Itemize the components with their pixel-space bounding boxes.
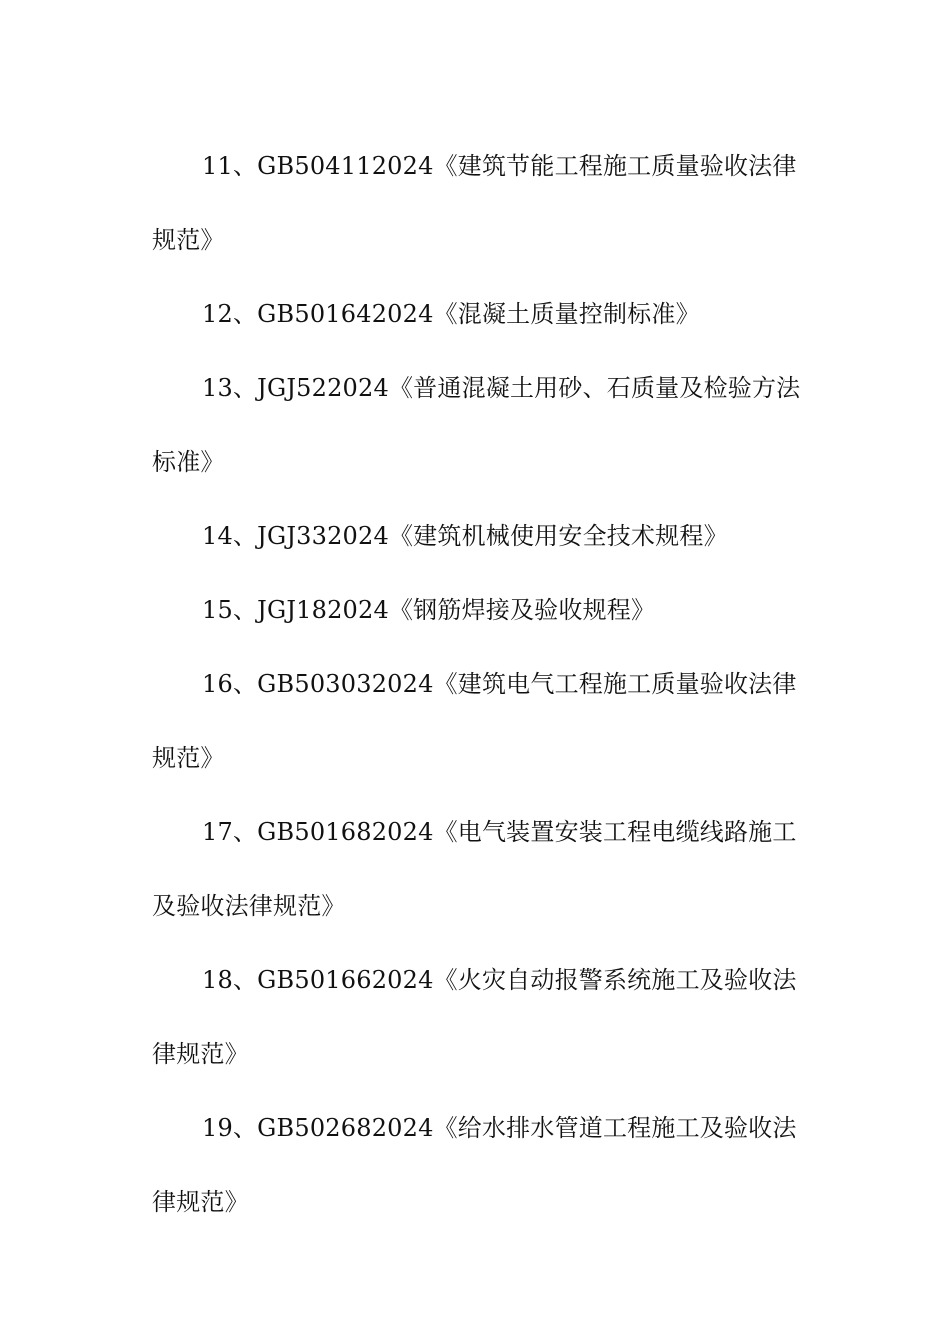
list-item: 13、JGJ522024《普通混凝土用砂、石质量及检验方法标准》 [152, 374, 801, 476]
list-item: 12、GB501642024《混凝土质量控制标准》 [202, 300, 700, 328]
list-item: 18、GB501662024《火灾自动报警系统施工及验收法律规范》 [152, 966, 797, 1068]
list-item: 15、JGJ182024《钢筋焊接及验收规程》 [202, 596, 656, 624]
list-item: 14、JGJ332024《建筑机械使用安全技术规程》 [202, 522, 728, 550]
standards-list [152, 129, 802, 1239]
list-item: 11、GB504112024《建筑节能工程施工质量验收法律规范》 [152, 152, 797, 254]
list-item: 17、GB501682024《电气装置安装工程电缆线路施工及验收法律规范》 [152, 818, 797, 920]
list-item: 16、GB503032024《建筑电气工程施工质量验收法律规范》 [152, 670, 797, 772]
list-item: 19、GB502682024《给水排水管道工程施工及验收法律规范》 [152, 1114, 797, 1216]
